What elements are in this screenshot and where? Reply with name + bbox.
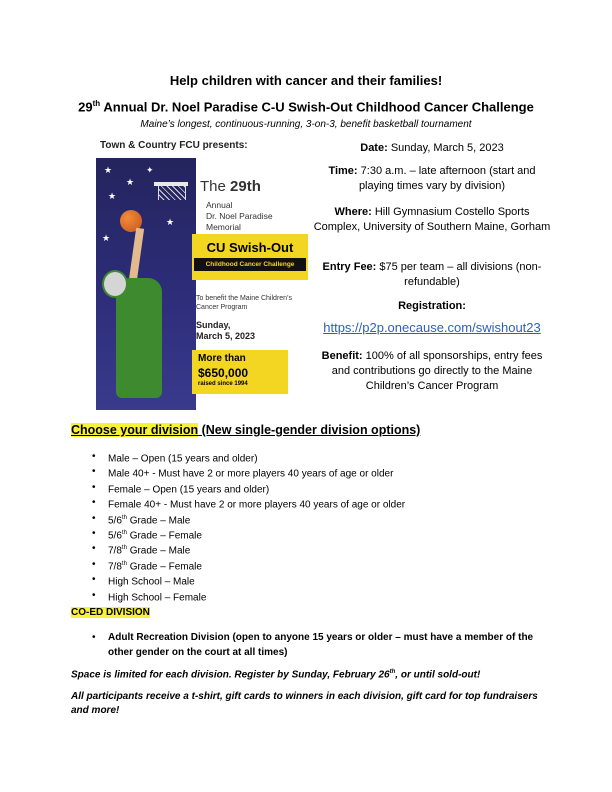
- poster-presenter: Town & Country FCU presents:: [100, 140, 248, 151]
- star-icon: ★: [104, 165, 113, 175]
- event-date: Date: Sunday, March 5, 2023: [360, 142, 504, 154]
- list-item: • 7/8th Grade – Female: [108, 557, 405, 572]
- title-number: 29: [78, 99, 93, 115]
- poster-benefit: To benefit the Maine Children’s Cancer Program: [196, 295, 292, 311]
- list-item: • 5/6th Grade – Female: [108, 526, 405, 541]
- bullet-icon: •: [92, 632, 96, 643]
- entry-fee: Entry Fee: $75 per team – all divisions (non-refundable): [322, 261, 542, 288]
- event-subtitle: Maine’s longest, continuous-running, 3-on-3, benefit basketball tournament: [140, 119, 472, 130]
- star-icon: ★: [108, 191, 117, 201]
- poster-edition: The 29th: [200, 178, 261, 195]
- player-head: [102, 270, 128, 298]
- poster-event-name: CU Swish-Out: [206, 240, 294, 255]
- division-list: [108, 449, 405, 603]
- poster-date: Sunday, March 5, 2023: [196, 320, 256, 341]
- coed-division-item: Adult Recreation Division (open to anyone 15 years or older – must have a member of the other gender on the court at all times): [108, 632, 534, 658]
- list-item: • High School – Female: [108, 588, 405, 603]
- poster-event-banner: [192, 234, 308, 280]
- list-item: • 7/8th Grade – Male: [108, 541, 405, 556]
- star-icon: ★: [102, 233, 111, 243]
- event-time: Time: 7:30 a.m. – late afternoon (start and playing times vary by division): [328, 165, 536, 192]
- registration-label: Registration:: [398, 300, 466, 312]
- event-poster: [96, 140, 308, 410]
- title-rest: Annual Dr. Noel Paradise C-U Swish-Out Childhood Cancer Challenge: [100, 99, 534, 115]
- prizes-note: All participants receive a t-shirt, gift cards to winners in each division, gift card for top fundraisers and more!: [71, 691, 538, 716]
- star-icon: ✦: [146, 165, 154, 175]
- list-item: • Female – Open (15 years and older): [108, 480, 405, 495]
- event-title: [0, 99, 612, 114]
- list-item: • High School – Male: [108, 572, 405, 587]
- list-item: • 5/6th Grade – Male: [108, 511, 405, 526]
- headline: Help children with cancer and their families!: [169, 73, 443, 88]
- registration-deadline: Space is limited for each division. Register by Sunday, February 26th, or until sold-out!: [71, 669, 481, 681]
- title-ordinal: th: [92, 99, 101, 108]
- registration-link[interactable]: https://p2p.onecause.com/swishout23: [323, 320, 541, 335]
- list-item: • Male – Open (15 years and older): [108, 449, 405, 464]
- event-location: Where: Hill Gymnasium Costello Sports Complex, University of Southern Maine, Gorham: [313, 206, 551, 233]
- poster-raised-box: More than $650,000 raised since 1994: [192, 350, 288, 394]
- poster-memorial: Annual Dr. Noel Paradise Memorial: [206, 200, 273, 232]
- poster-edition-number: 29th: [230, 178, 261, 195]
- list-item: • Male 40+ - Must have 2 or more players 40 years of age or older: [108, 464, 405, 479]
- coed-heading: CO-ED DIVISION: [71, 607, 150, 618]
- list-item: • Female 40+ - Must have 2 or more players 40 years of age or older: [108, 495, 405, 510]
- poster-artwork: [96, 158, 196, 410]
- net-icon: [158, 186, 186, 200]
- event-benefit: Benefit: 100% of all sponsorships, entry fees and contributions go directly to the Maine Children’s Cancer Program: [321, 350, 543, 392]
- star-icon: ★: [126, 177, 135, 187]
- star-icon: ★: [166, 217, 175, 227]
- divisions-heading-note: (New single-gender division options): [198, 423, 421, 437]
- player-jersey: [116, 278, 162, 398]
- divisions-heading: [71, 423, 420, 437]
- poster-raised-amount: $650,000: [198, 366, 249, 380]
- divisions-heading-highlight: Choose your division: [71, 423, 199, 437]
- poster-event-subtitle: Childhood Cancer Challenge: [194, 258, 306, 271]
